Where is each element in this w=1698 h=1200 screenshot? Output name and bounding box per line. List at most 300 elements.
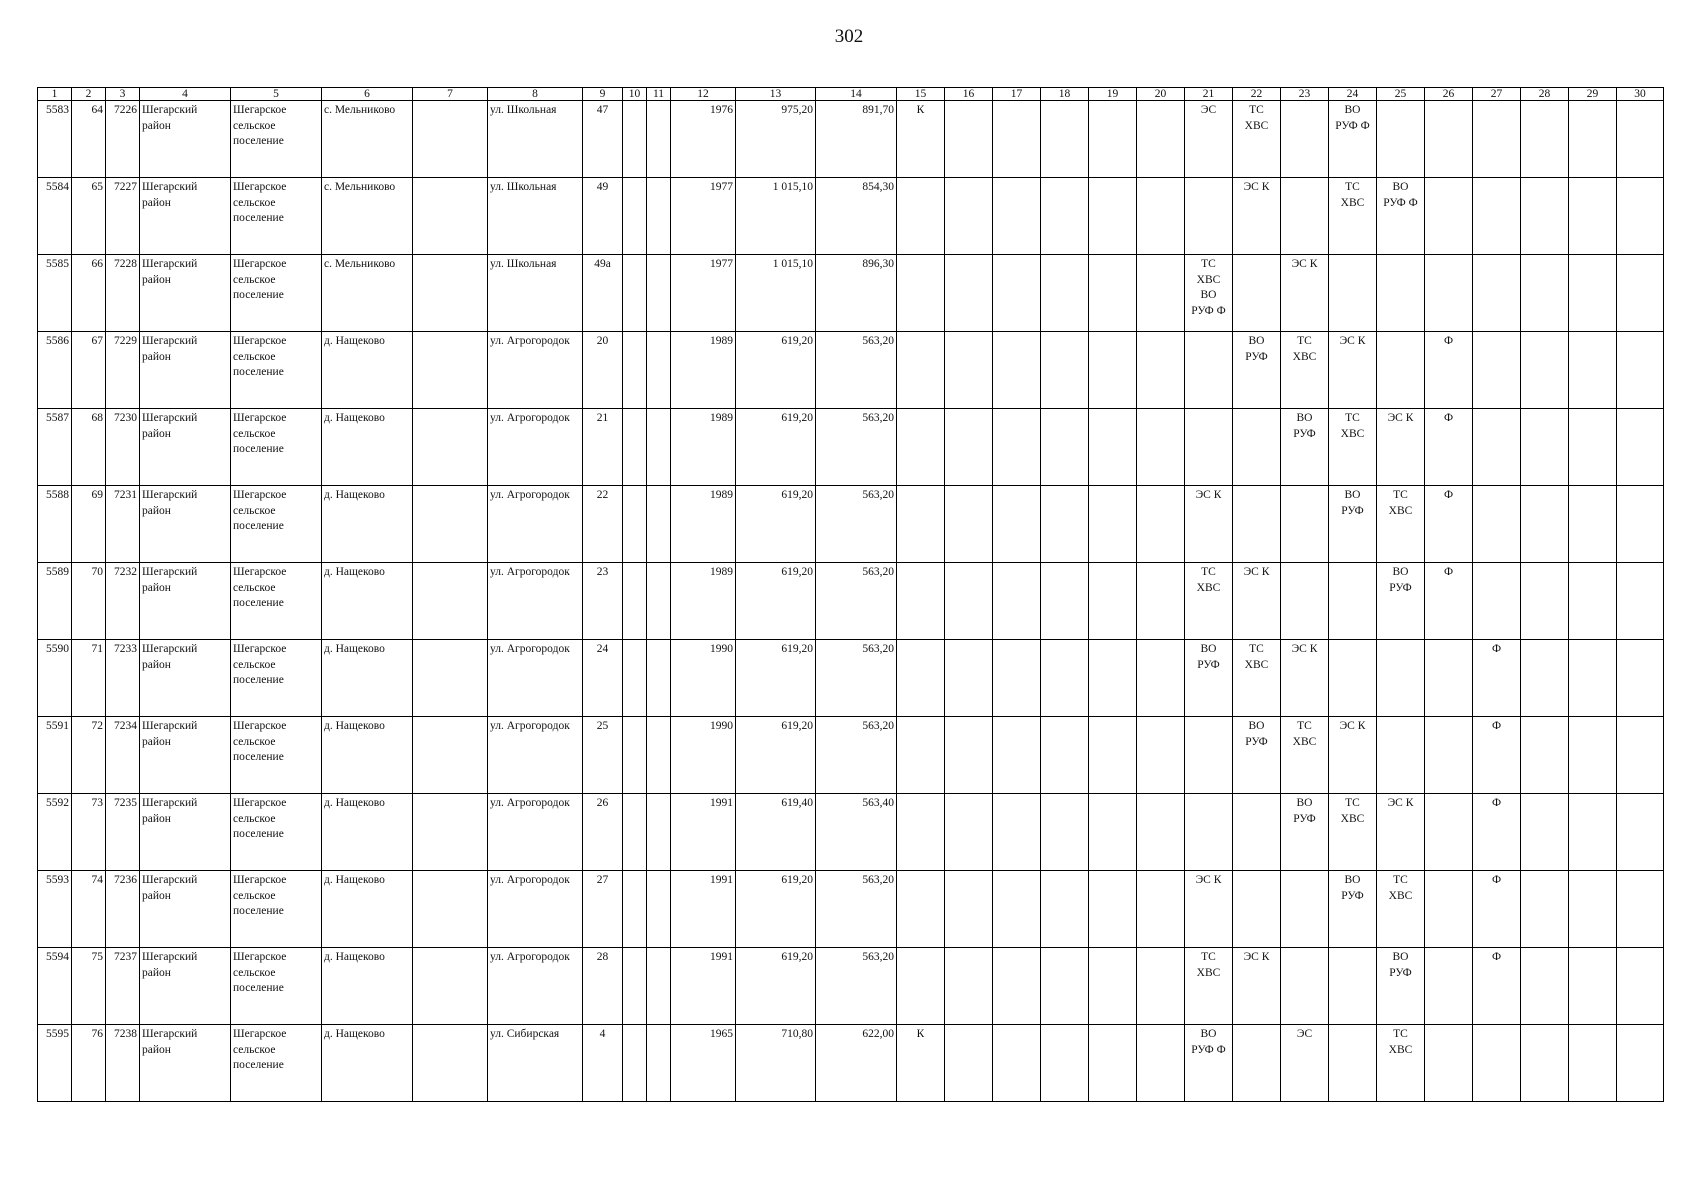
cell-record-number: 5590 <box>38 640 72 717</box>
cell-repair-2021: ЭС К <box>1185 486 1233 563</box>
cell-col-11 <box>647 255 671 332</box>
cell-house-id: 7234 <box>106 717 140 794</box>
cell-col-18 <box>1041 332 1089 409</box>
cell-settlement: Шегарское сельское поселение <box>231 101 322 178</box>
cell-repair-2025: ВО РУФ Ф <box>1377 178 1425 255</box>
cell-col-19 <box>1089 255 1137 332</box>
cell-repair-2029 <box>1569 563 1617 640</box>
cell-repair-2024 <box>1329 563 1377 640</box>
cell-repair-2030 <box>1617 640 1664 717</box>
cell-col-19 <box>1089 486 1137 563</box>
cell-build-year: 1991 <box>671 948 736 1025</box>
cell-house-number: 24 <box>583 640 623 717</box>
cell-repair-2021: ТС ХВС ВО РУФ Ф <box>1185 255 1233 332</box>
cell-repair-2022 <box>1233 1025 1281 1102</box>
cell-repair-2026 <box>1425 948 1473 1025</box>
cell-local-number: 69 <box>72 486 106 563</box>
cell-local-number: 66 <box>72 255 106 332</box>
table-row <box>38 717 1664 794</box>
cell-total-area: 710,80 <box>736 1025 816 1102</box>
column-header-18: 18 <box>1041 88 1089 101</box>
cell-repair-2027: Ф <box>1473 717 1521 794</box>
cell-street: ул. Агрогородок <box>488 794 583 871</box>
column-header-13: 13 <box>736 88 816 101</box>
cell-repair-2025 <box>1377 101 1425 178</box>
cell-settlement: Шегарское сельское поселение <box>231 794 322 871</box>
cell-col-18 <box>1041 948 1089 1025</box>
cell-local-number: 75 <box>72 948 106 1025</box>
cell-repair-2028 <box>1521 178 1569 255</box>
cell-district: Шегарский район <box>140 717 231 794</box>
cell-repair-2030 <box>1617 563 1664 640</box>
cell-record-number: 5593 <box>38 871 72 948</box>
cell-repair-2026: Ф <box>1425 409 1473 486</box>
cell-col-16 <box>945 101 993 178</box>
cell-repair-2022: ЭС К <box>1233 948 1281 1025</box>
cell-house-number: 4 <box>583 1025 623 1102</box>
cell-col-19 <box>1089 101 1137 178</box>
cell-street: ул. Агрогородок <box>488 563 583 640</box>
cell-col-7 <box>413 948 488 1025</box>
cell-living-area: 891,70 <box>816 101 897 178</box>
cell-local-number: 74 <box>72 871 106 948</box>
cell-col-16 <box>945 178 993 255</box>
cell-house-id: 7237 <box>106 948 140 1025</box>
cell-repair-2027 <box>1473 486 1521 563</box>
cell-district: Шегарский район <box>140 332 231 409</box>
cell-col-20 <box>1137 717 1185 794</box>
column-header-25: 25 <box>1377 88 1425 101</box>
cell-repair-2023: ЭС К <box>1281 640 1329 717</box>
cell-total-area: 619,20 <box>736 948 816 1025</box>
cell-col-18 <box>1041 871 1089 948</box>
cell-repair-2021: ТС ХВС <box>1185 948 1233 1025</box>
cell-repair-2028 <box>1521 332 1569 409</box>
cell-repair-2021: ВО РУФ <box>1185 640 1233 717</box>
cell-col-15 <box>897 255 945 332</box>
cell-repair-2029 <box>1569 794 1617 871</box>
cell-total-area: 619,20 <box>736 486 816 563</box>
cell-repair-2021: ЭС К <box>1185 871 1233 948</box>
cell-build-year: 1989 <box>671 486 736 563</box>
cell-col-7 <box>413 332 488 409</box>
cell-col-20 <box>1137 871 1185 948</box>
cell-living-area: 896,30 <box>816 255 897 332</box>
cell-repair-2028 <box>1521 255 1569 332</box>
cell-repair-2023 <box>1281 563 1329 640</box>
cell-total-area: 619,20 <box>736 871 816 948</box>
cell-col-15 <box>897 178 945 255</box>
cell-repair-2027: Ф <box>1473 871 1521 948</box>
cell-record-number: 5591 <box>38 717 72 794</box>
cell-locality: д. Нащеково <box>322 409 413 486</box>
cell-house-id: 7231 <box>106 486 140 563</box>
cell-col-17 <box>993 409 1041 486</box>
cell-repair-2029 <box>1569 178 1617 255</box>
cell-district: Шегарский район <box>140 1025 231 1102</box>
column-header-24: 24 <box>1329 88 1377 101</box>
cell-total-area: 619,20 <box>736 563 816 640</box>
cell-col-17 <box>993 794 1041 871</box>
cell-district: Шегарский район <box>140 948 231 1025</box>
cell-repair-2023 <box>1281 486 1329 563</box>
cell-col-18 <box>1041 255 1089 332</box>
cell-repair-2027: Ф <box>1473 794 1521 871</box>
cell-col-10 <box>623 563 647 640</box>
cell-house-number: 22 <box>583 486 623 563</box>
cell-living-area: 563,20 <box>816 486 897 563</box>
cell-build-year: 1977 <box>671 178 736 255</box>
cell-col-18 <box>1041 409 1089 486</box>
cell-col-20 <box>1137 332 1185 409</box>
cell-house-number: 49а <box>583 255 623 332</box>
cell-total-area: 619,20 <box>736 717 816 794</box>
column-header-2: 2 <box>72 88 106 101</box>
cell-living-area: 563,20 <box>816 871 897 948</box>
cell-col-17 <box>993 486 1041 563</box>
cell-locality: с. Мельниково <box>322 178 413 255</box>
cell-street: ул. Школьная <box>488 255 583 332</box>
cell-repair-2023: ТС ХВС <box>1281 717 1329 794</box>
cell-repair-2024: ТС ХВС <box>1329 409 1377 486</box>
cell-repair-2027: Ф <box>1473 948 1521 1025</box>
cell-col-17 <box>993 640 1041 717</box>
cell-locality: с. Мельниково <box>322 101 413 178</box>
cell-repair-2024 <box>1329 255 1377 332</box>
cell-repair-2029 <box>1569 409 1617 486</box>
cell-street: ул. Агрогородок <box>488 409 583 486</box>
cell-col-10 <box>623 794 647 871</box>
cell-col-15: К <box>897 1025 945 1102</box>
cell-col-11 <box>647 717 671 794</box>
table-row <box>38 332 1664 409</box>
column-header-28: 28 <box>1521 88 1569 101</box>
cell-repair-2026: Ф <box>1425 563 1473 640</box>
cell-repair-2025 <box>1377 717 1425 794</box>
cell-settlement: Шегарское сельское поселение <box>231 178 322 255</box>
column-header-29: 29 <box>1569 88 1617 101</box>
cell-col-17 <box>993 871 1041 948</box>
cell-col-10 <box>623 948 647 1025</box>
column-header-5: 5 <box>231 88 322 101</box>
cell-house-number: 49 <box>583 178 623 255</box>
cell-repair-2022 <box>1233 409 1281 486</box>
column-header-15: 15 <box>897 88 945 101</box>
cell-col-7 <box>413 255 488 332</box>
cell-col-20 <box>1137 1025 1185 1102</box>
cell-col-17 <box>993 332 1041 409</box>
cell-col-16 <box>945 871 993 948</box>
cell-col-19 <box>1089 178 1137 255</box>
cell-col-11 <box>647 948 671 1025</box>
column-header-11: 11 <box>647 88 671 101</box>
table-row <box>38 255 1664 332</box>
cell-district: Шегарский район <box>140 486 231 563</box>
cell-repair-2028 <box>1521 640 1569 717</box>
cell-col-19 <box>1089 717 1137 794</box>
cell-locality: д. Нащеково <box>322 871 413 948</box>
cell-repair-2028 <box>1521 871 1569 948</box>
cell-repair-2022 <box>1233 255 1281 332</box>
cell-repair-2030 <box>1617 255 1664 332</box>
column-header-4: 4 <box>140 88 231 101</box>
cell-col-11 <box>647 794 671 871</box>
cell-repair-2024: ВО РУФ <box>1329 871 1377 948</box>
cell-house-id: 7230 <box>106 409 140 486</box>
cell-col-10 <box>623 486 647 563</box>
cell-repair-2021 <box>1185 178 1233 255</box>
cell-col-20 <box>1137 948 1185 1025</box>
cell-repair-2026: Ф <box>1425 486 1473 563</box>
column-header-16: 16 <box>945 88 993 101</box>
column-header-3: 3 <box>106 88 140 101</box>
cell-repair-2027 <box>1473 563 1521 640</box>
cell-repair-2021: ТС ХВС <box>1185 563 1233 640</box>
cell-record-number: 5587 <box>38 409 72 486</box>
table-row <box>38 948 1664 1025</box>
cell-col-15 <box>897 794 945 871</box>
cell-col-7 <box>413 717 488 794</box>
cell-build-year: 1965 <box>671 1025 736 1102</box>
column-number-header-row <box>38 88 1664 101</box>
cell-repair-2029 <box>1569 101 1617 178</box>
cell-living-area: 563,20 <box>816 640 897 717</box>
column-header-10: 10 <box>623 88 647 101</box>
cell-col-20 <box>1137 178 1185 255</box>
cell-local-number: 73 <box>72 794 106 871</box>
cell-repair-2028 <box>1521 1025 1569 1102</box>
cell-living-area: 563,20 <box>816 409 897 486</box>
cell-house-id: 7228 <box>106 255 140 332</box>
cell-settlement: Шегарское сельское поселение <box>231 332 322 409</box>
cell-repair-2022: ЭС К <box>1233 563 1281 640</box>
cell-locality: д. Нащеково <box>322 1025 413 1102</box>
table-body <box>38 101 1664 1102</box>
cell-repair-2021: ВО РУФ Ф <box>1185 1025 1233 1102</box>
cell-col-19 <box>1089 1025 1137 1102</box>
table-row <box>38 101 1664 178</box>
cell-street: ул. Агрогородок <box>488 486 583 563</box>
cell-house-number: 25 <box>583 717 623 794</box>
table-row <box>38 486 1664 563</box>
cell-col-11 <box>647 178 671 255</box>
cell-col-16 <box>945 409 993 486</box>
cell-repair-2023 <box>1281 948 1329 1025</box>
cell-local-number: 65 <box>72 178 106 255</box>
cell-col-19 <box>1089 640 1137 717</box>
cell-repair-2026 <box>1425 794 1473 871</box>
housing-registry-table <box>37 87 1664 1102</box>
cell-repair-2023: ВО РУФ <box>1281 409 1329 486</box>
cell-house-number: 27 <box>583 871 623 948</box>
cell-col-16 <box>945 948 993 1025</box>
cell-col-10 <box>623 332 647 409</box>
cell-col-19 <box>1089 563 1137 640</box>
cell-col-20 <box>1137 255 1185 332</box>
cell-col-20 <box>1137 101 1185 178</box>
table-row <box>38 409 1664 486</box>
cell-col-16 <box>945 486 993 563</box>
cell-street: ул. Школьная <box>488 101 583 178</box>
cell-total-area: 1 015,10 <box>736 178 816 255</box>
cell-col-18 <box>1041 101 1089 178</box>
cell-repair-2026 <box>1425 178 1473 255</box>
cell-repair-2025: ЭС К <box>1377 409 1425 486</box>
cell-repair-2027 <box>1473 332 1521 409</box>
cell-house-id: 7233 <box>106 640 140 717</box>
cell-repair-2023: ЭС <box>1281 1025 1329 1102</box>
cell-settlement: Шегарское сельское поселение <box>231 717 322 794</box>
cell-district: Шегарский район <box>140 871 231 948</box>
column-header-12: 12 <box>671 88 736 101</box>
cell-build-year: 1989 <box>671 409 736 486</box>
cell-record-number: 5592 <box>38 794 72 871</box>
cell-local-number: 76 <box>72 1025 106 1102</box>
cell-repair-2028 <box>1521 563 1569 640</box>
cell-repair-2024: ТС ХВС <box>1329 794 1377 871</box>
cell-record-number: 5586 <box>38 332 72 409</box>
cell-record-number: 5589 <box>38 563 72 640</box>
cell-repair-2023: ВО РУФ <box>1281 794 1329 871</box>
cell-col-15 <box>897 717 945 794</box>
cell-district: Шегарский район <box>140 101 231 178</box>
cell-col-10 <box>623 409 647 486</box>
cell-repair-2021: ЭС <box>1185 101 1233 178</box>
cell-col-17 <box>993 563 1041 640</box>
cell-repair-2022: ТС ХВС <box>1233 101 1281 178</box>
cell-col-19 <box>1089 871 1137 948</box>
cell-house-number: 21 <box>583 409 623 486</box>
cell-col-15 <box>897 332 945 409</box>
cell-repair-2023: ЭС К <box>1281 255 1329 332</box>
cell-local-number: 71 <box>72 640 106 717</box>
cell-repair-2022 <box>1233 871 1281 948</box>
cell-col-19 <box>1089 332 1137 409</box>
table-row <box>38 563 1664 640</box>
cell-col-10 <box>623 640 647 717</box>
cell-repair-2026 <box>1425 255 1473 332</box>
cell-house-id: 7236 <box>106 871 140 948</box>
cell-repair-2029 <box>1569 717 1617 794</box>
cell-living-area: 854,30 <box>816 178 897 255</box>
cell-repair-2025: ВО РУФ <box>1377 563 1425 640</box>
cell-repair-2022: ЭС К <box>1233 178 1281 255</box>
cell-settlement: Шегарское сельское поселение <box>231 563 322 640</box>
cell-house-number: 20 <box>583 332 623 409</box>
cell-house-number: 23 <box>583 563 623 640</box>
cell-col-15 <box>897 871 945 948</box>
cell-street: ул. Школьная <box>488 178 583 255</box>
cell-district: Шегарский район <box>140 255 231 332</box>
cell-repair-2023 <box>1281 871 1329 948</box>
cell-house-id: 7226 <box>106 101 140 178</box>
cell-col-16 <box>945 717 993 794</box>
cell-col-10 <box>623 101 647 178</box>
cell-col-17 <box>993 255 1041 332</box>
cell-repair-2030 <box>1617 794 1664 871</box>
cell-col-15 <box>897 563 945 640</box>
cell-locality: д. Нащеково <box>322 563 413 640</box>
cell-col-16 <box>945 1025 993 1102</box>
page-number: 302 <box>834 26 864 47</box>
cell-repair-2030 <box>1617 409 1664 486</box>
cell-col-15: К <box>897 101 945 178</box>
cell-repair-2023 <box>1281 101 1329 178</box>
cell-repair-2027 <box>1473 255 1521 332</box>
cell-settlement: Шегарское сельское поселение <box>231 948 322 1025</box>
cell-repair-2023 <box>1281 178 1329 255</box>
cell-street: ул. Сибирская <box>488 1025 583 1102</box>
cell-repair-2029 <box>1569 1025 1617 1102</box>
cell-repair-2025 <box>1377 255 1425 332</box>
cell-build-year: 1989 <box>671 563 736 640</box>
cell-locality: д. Нащеково <box>322 332 413 409</box>
cell-col-11 <box>647 409 671 486</box>
cell-repair-2025 <box>1377 332 1425 409</box>
cell-total-area: 1 015,10 <box>736 255 816 332</box>
cell-locality: д. Нащеково <box>322 948 413 1025</box>
cell-street: ул. Агрогородок <box>488 717 583 794</box>
cell-repair-2029 <box>1569 871 1617 948</box>
cell-repair-2024 <box>1329 948 1377 1025</box>
cell-house-id: 7232 <box>106 563 140 640</box>
cell-repair-2030 <box>1617 101 1664 178</box>
cell-build-year: 1990 <box>671 717 736 794</box>
cell-col-17 <box>993 717 1041 794</box>
cell-record-number: 5585 <box>38 255 72 332</box>
cell-repair-2027 <box>1473 178 1521 255</box>
cell-street: ул. Агрогородок <box>488 640 583 717</box>
cell-settlement: Шегарское сельское поселение <box>231 409 322 486</box>
cell-living-area: 563,40 <box>816 794 897 871</box>
cell-repair-2028 <box>1521 409 1569 486</box>
cell-col-11 <box>647 640 671 717</box>
cell-repair-2024: ЭС К <box>1329 717 1377 794</box>
cell-col-7 <box>413 486 488 563</box>
cell-repair-2025: ВО РУФ <box>1377 948 1425 1025</box>
cell-col-17 <box>993 101 1041 178</box>
cell-repair-2029 <box>1569 255 1617 332</box>
column-header-1: 1 <box>38 88 72 101</box>
cell-total-area: 975,20 <box>736 101 816 178</box>
cell-repair-2028 <box>1521 794 1569 871</box>
cell-total-area: 619,40 <box>736 794 816 871</box>
column-header-14: 14 <box>816 88 897 101</box>
cell-col-20 <box>1137 486 1185 563</box>
cell-living-area: 563,20 <box>816 717 897 794</box>
cell-living-area: 622,00 <box>816 1025 897 1102</box>
cell-district: Шегарский район <box>140 409 231 486</box>
cell-local-number: 64 <box>72 101 106 178</box>
cell-repair-2023: ТС ХВС <box>1281 332 1329 409</box>
cell-record-number: 5588 <box>38 486 72 563</box>
cell-col-10 <box>623 871 647 948</box>
column-header-6: 6 <box>322 88 413 101</box>
cell-col-18 <box>1041 794 1089 871</box>
cell-col-15 <box>897 640 945 717</box>
cell-col-17 <box>993 948 1041 1025</box>
cell-repair-2027 <box>1473 409 1521 486</box>
cell-col-7 <box>413 1025 488 1102</box>
cell-repair-2028 <box>1521 948 1569 1025</box>
cell-col-16 <box>945 640 993 717</box>
cell-repair-2024 <box>1329 640 1377 717</box>
cell-district: Шегарский район <box>140 794 231 871</box>
cell-repair-2021 <box>1185 409 1233 486</box>
cell-local-number: 67 <box>72 332 106 409</box>
column-header-21: 21 <box>1185 88 1233 101</box>
cell-col-11 <box>647 563 671 640</box>
